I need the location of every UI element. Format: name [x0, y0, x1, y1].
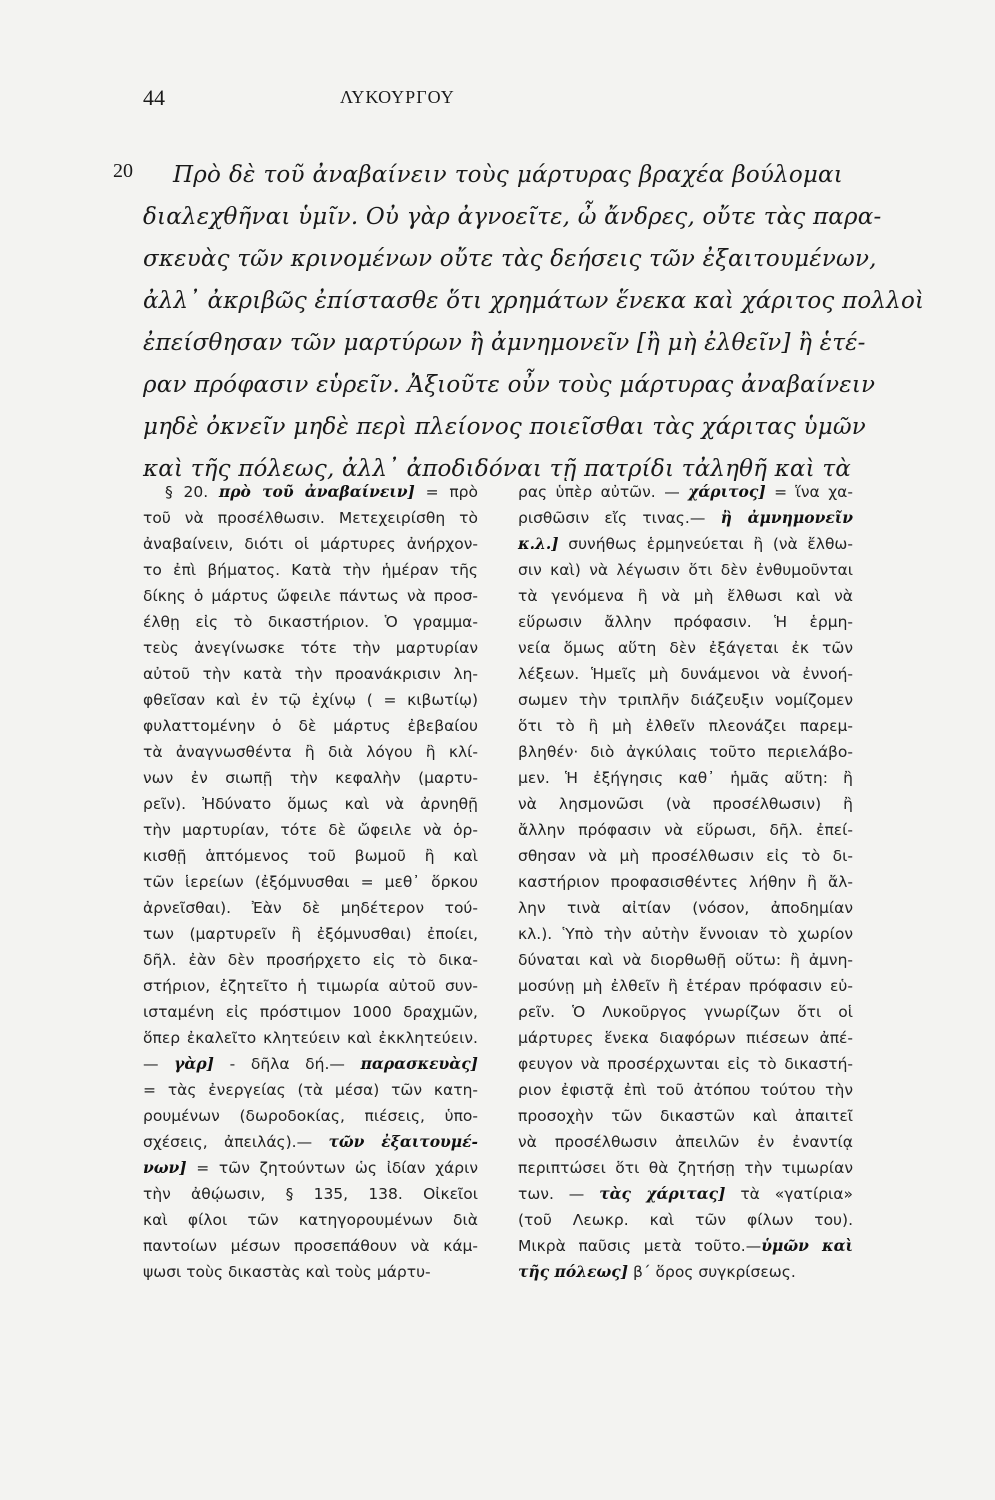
commentary-text: ρεῖν. Ὁ Λυκοῦργος γνωρίζων ὅτι οἱ — [518, 1003, 853, 1021]
commentary-line — [518, 817, 853, 843]
commentary-line — [518, 843, 853, 869]
commentary-text: δίκης ὁ μάρτυς ὤφειλε πάντως νὰ προσ- — [143, 587, 478, 605]
commentary-line — [143, 1051, 478, 1077]
commentary-text: νεία ὅμως αὕτη δὲν ἐξάγεται ἐκ τῶν — [518, 639, 853, 657]
commentary-text: ρας ὑπὲρ αὐτῶν. — — [518, 483, 689, 501]
commentary-line — [518, 531, 853, 557]
commentary-text: καὶ φίλοι τῶν κατηγορουμένων διὰ — [143, 1211, 478, 1229]
commentary-text: δύναται καὶ νὰ διορθωθῇ οὕτω: ἢ ἀμνη- — [518, 951, 853, 969]
commentary-left-column — [143, 479, 478, 1285]
commentary-text: σιν καὶ) νὰ λέγωσιν ὅτι δὲν ἐνθυμοῦνται — [518, 561, 853, 579]
commentary-line — [518, 505, 853, 531]
commentary-line — [143, 973, 478, 999]
commentary-right-column — [518, 479, 853, 1285]
commentary-text: φθεῖσαν καὶ ἐν τῷ ἐχίνῳ ( = κιβωτίῳ) — [143, 691, 478, 709]
commentary-line — [518, 765, 853, 791]
lemma: γὰρ] — [174, 1054, 214, 1073]
commentary-text: κισθῇ ἁπτόμενος τοῦ βωμοῦ ἢ καὶ — [143, 847, 478, 865]
commentary-line — [143, 531, 478, 557]
commentary-text: τῶν ἱερείων (ἐξόμνυσθαι = μεθ᾽ ὅρκου — [143, 873, 478, 891]
commentary-text: μοσύνῃ μὴ ἐλθεῖν ἢ ἑτέραν πρόφασιν εὑ- — [518, 977, 853, 995]
commentary-line — [518, 1051, 853, 1077]
commentary-text: των. — — [518, 1185, 600, 1203]
commentary-line — [518, 895, 853, 921]
commentary-text: (τοῦ Λεωκρ. καὶ τῶν φίλων του). — [518, 1211, 853, 1229]
commentary-text: ἄλλην πρόφασιν νὰ εὕρωσι, δῆλ. ἐπεί- — [518, 821, 853, 839]
commentary-line — [143, 479, 478, 505]
commentary-text: = πρὸ — [414, 483, 478, 501]
commentary-text: τεὺς ἀνεγίνωσκε τότε τὴν μαρτυρίαν — [143, 639, 478, 657]
commentary-text: έλθῃ εἰς τὸ δικαστήριον. Ὁ γραμμα- — [143, 613, 478, 631]
commentary-text: ψωσι τοὺς δικαστὰς καὶ τοὺς μάρτυ- — [143, 1263, 431, 1281]
commentary-line — [518, 687, 853, 713]
commentary-text: λέξεων. Ἡμεῖς μὴ δυνάμενοι νὰ ἐννοή- — [518, 665, 853, 683]
commentary-text: λην τινὰ αἰτίαν (νόσον, ἀποδημίαν — [518, 899, 853, 917]
commentary-line — [518, 557, 853, 583]
commentary-line — [518, 1077, 853, 1103]
commentary-line — [143, 739, 478, 765]
commentary-line — [518, 999, 853, 1025]
commentary-line — [518, 609, 853, 635]
commentary-text: τοῦ νὰ προσέλθωσιν. Μετεχειρίσθη τὸ — [143, 509, 478, 527]
page-number: 44 — [143, 85, 165, 110]
commentary-line — [143, 1181, 478, 1207]
commentary-text: β´ ὅρος συγκρίσεως. — [628, 1263, 796, 1281]
commentary-text: = ἵνα χα- — [765, 483, 853, 501]
commentary-text: νὰ λησμονῶσι (νὰ προσέλθωσιν) ἢ — [518, 795, 853, 813]
commentary-line — [518, 1025, 853, 1051]
commentary-text: μάρτυρες ἕνεκα διαφόρων πιέσεων ἀπέ- — [518, 1029, 853, 1047]
commentary-text: = τῶν ζητούντων ὡς ἰδίαν χάριν — [186, 1159, 478, 1177]
commentary-text: τὰ γενόμενα ἢ νὰ μὴ ἔλθωσι καὶ νὰ — [518, 587, 853, 605]
commentary-text: ισταμένη εἰς πρόστιμον 1000 δραχμῶν, — [143, 1003, 478, 1021]
commentary-line — [143, 1259, 478, 1285]
lemma: ἢ ἀμνημονεῖν — [720, 508, 854, 527]
lemma: πρὸ τοῦ ἀναβαίνειν] — [218, 482, 415, 501]
commentary-text: αὐτοῦ τὴν κατὰ τὴν προανάκρισιν λη- — [143, 665, 478, 683]
commentary-text: ὅτι τὸ ἢ μὴ ἐλθεῖν πλεονάζει παρεμ- — [518, 717, 853, 735]
commentary-text: σθησαν νὰ μὴ προσέλθωσιν εἰς τὸ δι- — [518, 847, 853, 865]
commentary-line — [518, 1103, 853, 1129]
commentary-line — [143, 999, 478, 1025]
main-text — [143, 154, 925, 490]
commentary-text: § 20. — [165, 483, 219, 501]
lemma: χάριτος] — [688, 482, 766, 501]
commentary-line — [143, 1207, 478, 1233]
commentary-text: τὰ «γατίρια» — [725, 1185, 853, 1203]
main-text-line: σκευὰς τῶν κρινομένων οὔτε τὰς δεήσεις τῶν ἐξαιτουμένων, — [143, 246, 877, 272]
lemma: νων] — [143, 1158, 187, 1177]
commentary-text: φυλαττομένην ὁ δὲ μάρτυς ἐβεβαίου — [143, 717, 478, 735]
commentary-line — [143, 713, 478, 739]
commentary-text: εὕρωσιν ἄλλην πρόφασιν. Ἡ ἑρμη- — [518, 613, 853, 631]
commentary-line — [143, 1233, 478, 1259]
commentary-line — [518, 635, 853, 661]
commentary-line — [143, 765, 478, 791]
commentary-line — [143, 635, 478, 661]
main-text-line: ἀλλ᾽ ἀκριβῶς ἐπίστασθε ὅτι χρημάτων ἕνεκα καὶ χάριτος πολλοὶ — [143, 288, 925, 314]
commentary-text: νων ἐν σιωπῇ τὴν κεφαλὴν (μαρτυ- — [143, 769, 478, 787]
commentary-text: κλ.). Ὑπὸ τὴν αὐτὴν ἔννοιαν τὸ χωρίον — [518, 925, 853, 943]
commentary-text: - δῆλα δή.— — [213, 1055, 361, 1073]
commentary-line — [143, 843, 478, 869]
commentary-line — [518, 869, 853, 895]
lemma: ὑμῶν καὶ — [761, 1236, 853, 1255]
commentary-line — [143, 687, 478, 713]
commentary-text: ἀναβαίνειν, διότι οἱ μάρτυρες ἀνήρχον- — [143, 535, 478, 553]
lemma: τῆς πόλεως] — [518, 1262, 629, 1281]
commentary-text: — — [143, 1055, 175, 1073]
commentary-text: ρεῖν). Ἠδύνατο ὅμως καὶ νὰ ἀρνηθῇ — [143, 795, 478, 813]
commentary-line — [518, 1181, 853, 1207]
commentary-line — [143, 1129, 478, 1155]
commentary-text: συνήθως ἑρμηνεύεται ἢ (νὰ ἔλθω- — [558, 535, 853, 553]
commentary-text: περιπτώσει ὅτι θὰ ζητήσῃ τὴν τιμωρίαν — [518, 1159, 853, 1177]
commentary-line — [143, 557, 478, 583]
running-head: ΛΥΚΟΥΡΓΟΥ — [340, 87, 455, 107]
commentary-line — [143, 1077, 478, 1103]
commentary-text: παντοίων μέσων προσεπάθουν νὰ κάμ- — [143, 1237, 478, 1255]
commentary-text: σχέσεις, ἀπειλάς).— — [143, 1133, 329, 1151]
commentary-line — [143, 1155, 478, 1181]
commentary-line — [143, 661, 478, 687]
commentary-line — [518, 791, 853, 817]
commentary-text: καστήριον προφασισθέντες λήθην ἢ ἄλ- — [518, 873, 853, 891]
commentary-line — [518, 973, 853, 999]
commentary-line — [518, 1233, 853, 1259]
commentary-text: ριον ἐφιστᾷ ἐπὶ τοῦ ἀτόπου τούτου τὴν — [518, 1081, 853, 1099]
commentary-line — [143, 869, 478, 895]
commentary-line — [518, 479, 853, 505]
commentary-text: βληθέν· διὸ ἀγκύλαις τοῦτο περιελάβο- — [518, 743, 853, 761]
commentary-text: ρουμένων (δωροδοκίας, πιέσεις, ὑπο- — [143, 1107, 478, 1125]
commentary-text: ἀρνεῖσθαι). Ἐὰν δὲ μηδέτερον τού- — [143, 899, 478, 917]
commentary-text: ὅπερ ἐκαλεῖτο κλητεύειν καὶ ἐκκλητεύειν. — [143, 1029, 478, 1047]
commentary-line — [143, 791, 478, 817]
section-number: 20 — [113, 160, 133, 182]
commentary-line — [518, 713, 853, 739]
commentary-line — [518, 661, 853, 687]
commentary-line — [518, 921, 853, 947]
main-text-line: καὶ τῆς πόλεως, ἀλλ᾽ ἀποδιδόναι τῇ πατρίδι τἀληθῆ καὶ τὰ — [143, 456, 852, 482]
commentary-line — [518, 583, 853, 609]
lemma: τὰς χάριτας] — [599, 1184, 726, 1203]
commentary-text: δῆλ. ἐὰν δὲν προσήρχετο εἰς τὸ δικα- — [143, 951, 478, 969]
commentary-line — [518, 739, 853, 765]
commentary-line — [518, 1155, 853, 1181]
main-text-line: ἐπείσθησαν τῶν μαρτύρων ἢ ἀμνημονεῖν [ἢ μὴ ἐλθεῖν] ἢ ἑτέ- — [143, 330, 866, 356]
commentary-line — [518, 1207, 853, 1233]
commentary-line — [143, 583, 478, 609]
commentary-line — [518, 947, 853, 973]
main-text-line: Πρὸ δὲ τοῦ ἀναβαίνειν τοὺς μάρτυρας βραχέα βούλομαι — [173, 162, 843, 188]
commentary-line — [143, 1103, 478, 1129]
lemma: κ.λ.] — [518, 534, 559, 553]
commentary-line — [143, 505, 478, 531]
commentary-text: = τὰς ἐνεργείας (τὰ μέσα) τῶν κατη- — [143, 1081, 478, 1099]
commentary-line — [518, 1129, 853, 1155]
commentary-line — [518, 1259, 853, 1285]
commentary-line — [143, 817, 478, 843]
main-text-line: μηδὲ ὀκνεῖν μηδὲ περὶ πλείονος ποιεῖσθαι τὰς χάριτας ὑμῶν — [143, 414, 866, 440]
lemma: τῶν ἐξαιτουμέ- — [328, 1132, 478, 1151]
commentary-line — [143, 1025, 478, 1051]
commentary-line — [143, 921, 478, 947]
main-text-line: ραν πρόφασιν εὑρεῖν. Ἀξιοῦτε οὖν τοὺς μάρτυρας ἀναβαίνειν — [143, 372, 876, 398]
commentary-text: φευγον νὰ προσέρχωνται εἰς τὸ δικαστή- — [518, 1055, 853, 1073]
lemma: παρασκευὰς] — [360, 1054, 479, 1073]
commentary-line — [143, 895, 478, 921]
commentary-text: τὰ ἀναγνωσθέντα ἢ διὰ λόγου ἢ κλί- — [143, 743, 478, 761]
commentary-text: τὴν ἀθῴωσιν, § 135, 138. Οἰκεῖοι — [143, 1185, 478, 1203]
commentary-line — [143, 609, 478, 635]
commentary-text: προσοχὴν τῶν δικαστῶν καὶ ἀπαιτεῖ — [518, 1107, 853, 1125]
commentary-text: τὴν μαρτυρίαν, τότε δὲ ὤφειλε νὰ ὁρ- — [143, 821, 478, 839]
commentary-text: στήριον, ἐζητεῖτο ἡ τιμωρία αὐτοῦ συν- — [143, 977, 478, 995]
commentary-text: νὰ προσέλθωσιν ἀπειλῶν ἐν ἐναντίᾳ — [518, 1133, 853, 1151]
commentary-text: Μικρὰ παῦσις μετὰ τοῦτο.— — [518, 1237, 762, 1255]
commentary-line — [143, 947, 478, 973]
main-text-line: διαλεχθῆναι ὑμῖν. Οὐ γὰρ ἀγνοεῖτε, ὦ ἄνδρες, οὔτε τὰς παρα- — [143, 204, 882, 230]
commentary-text: ρισθῶσιν εἴς τινας.— — [518, 509, 721, 527]
commentary-text: των (μαρτυρεῖν ἢ ἐξόμνυσθαι) ἐποίει, — [143, 925, 478, 943]
commentary-text: το ἐπὶ βήματος. Κατὰ τὴν ἡμέραν τῆς — [143, 561, 478, 579]
commentary-text: σωμεν τὴν τριπλῆν διάζευξιν νομίζομεν — [518, 691, 853, 709]
commentary-text: μεν. Ἡ ἐξήγησις καθ᾽ ἡμᾶς αὕτη: ἢ — [518, 769, 853, 787]
